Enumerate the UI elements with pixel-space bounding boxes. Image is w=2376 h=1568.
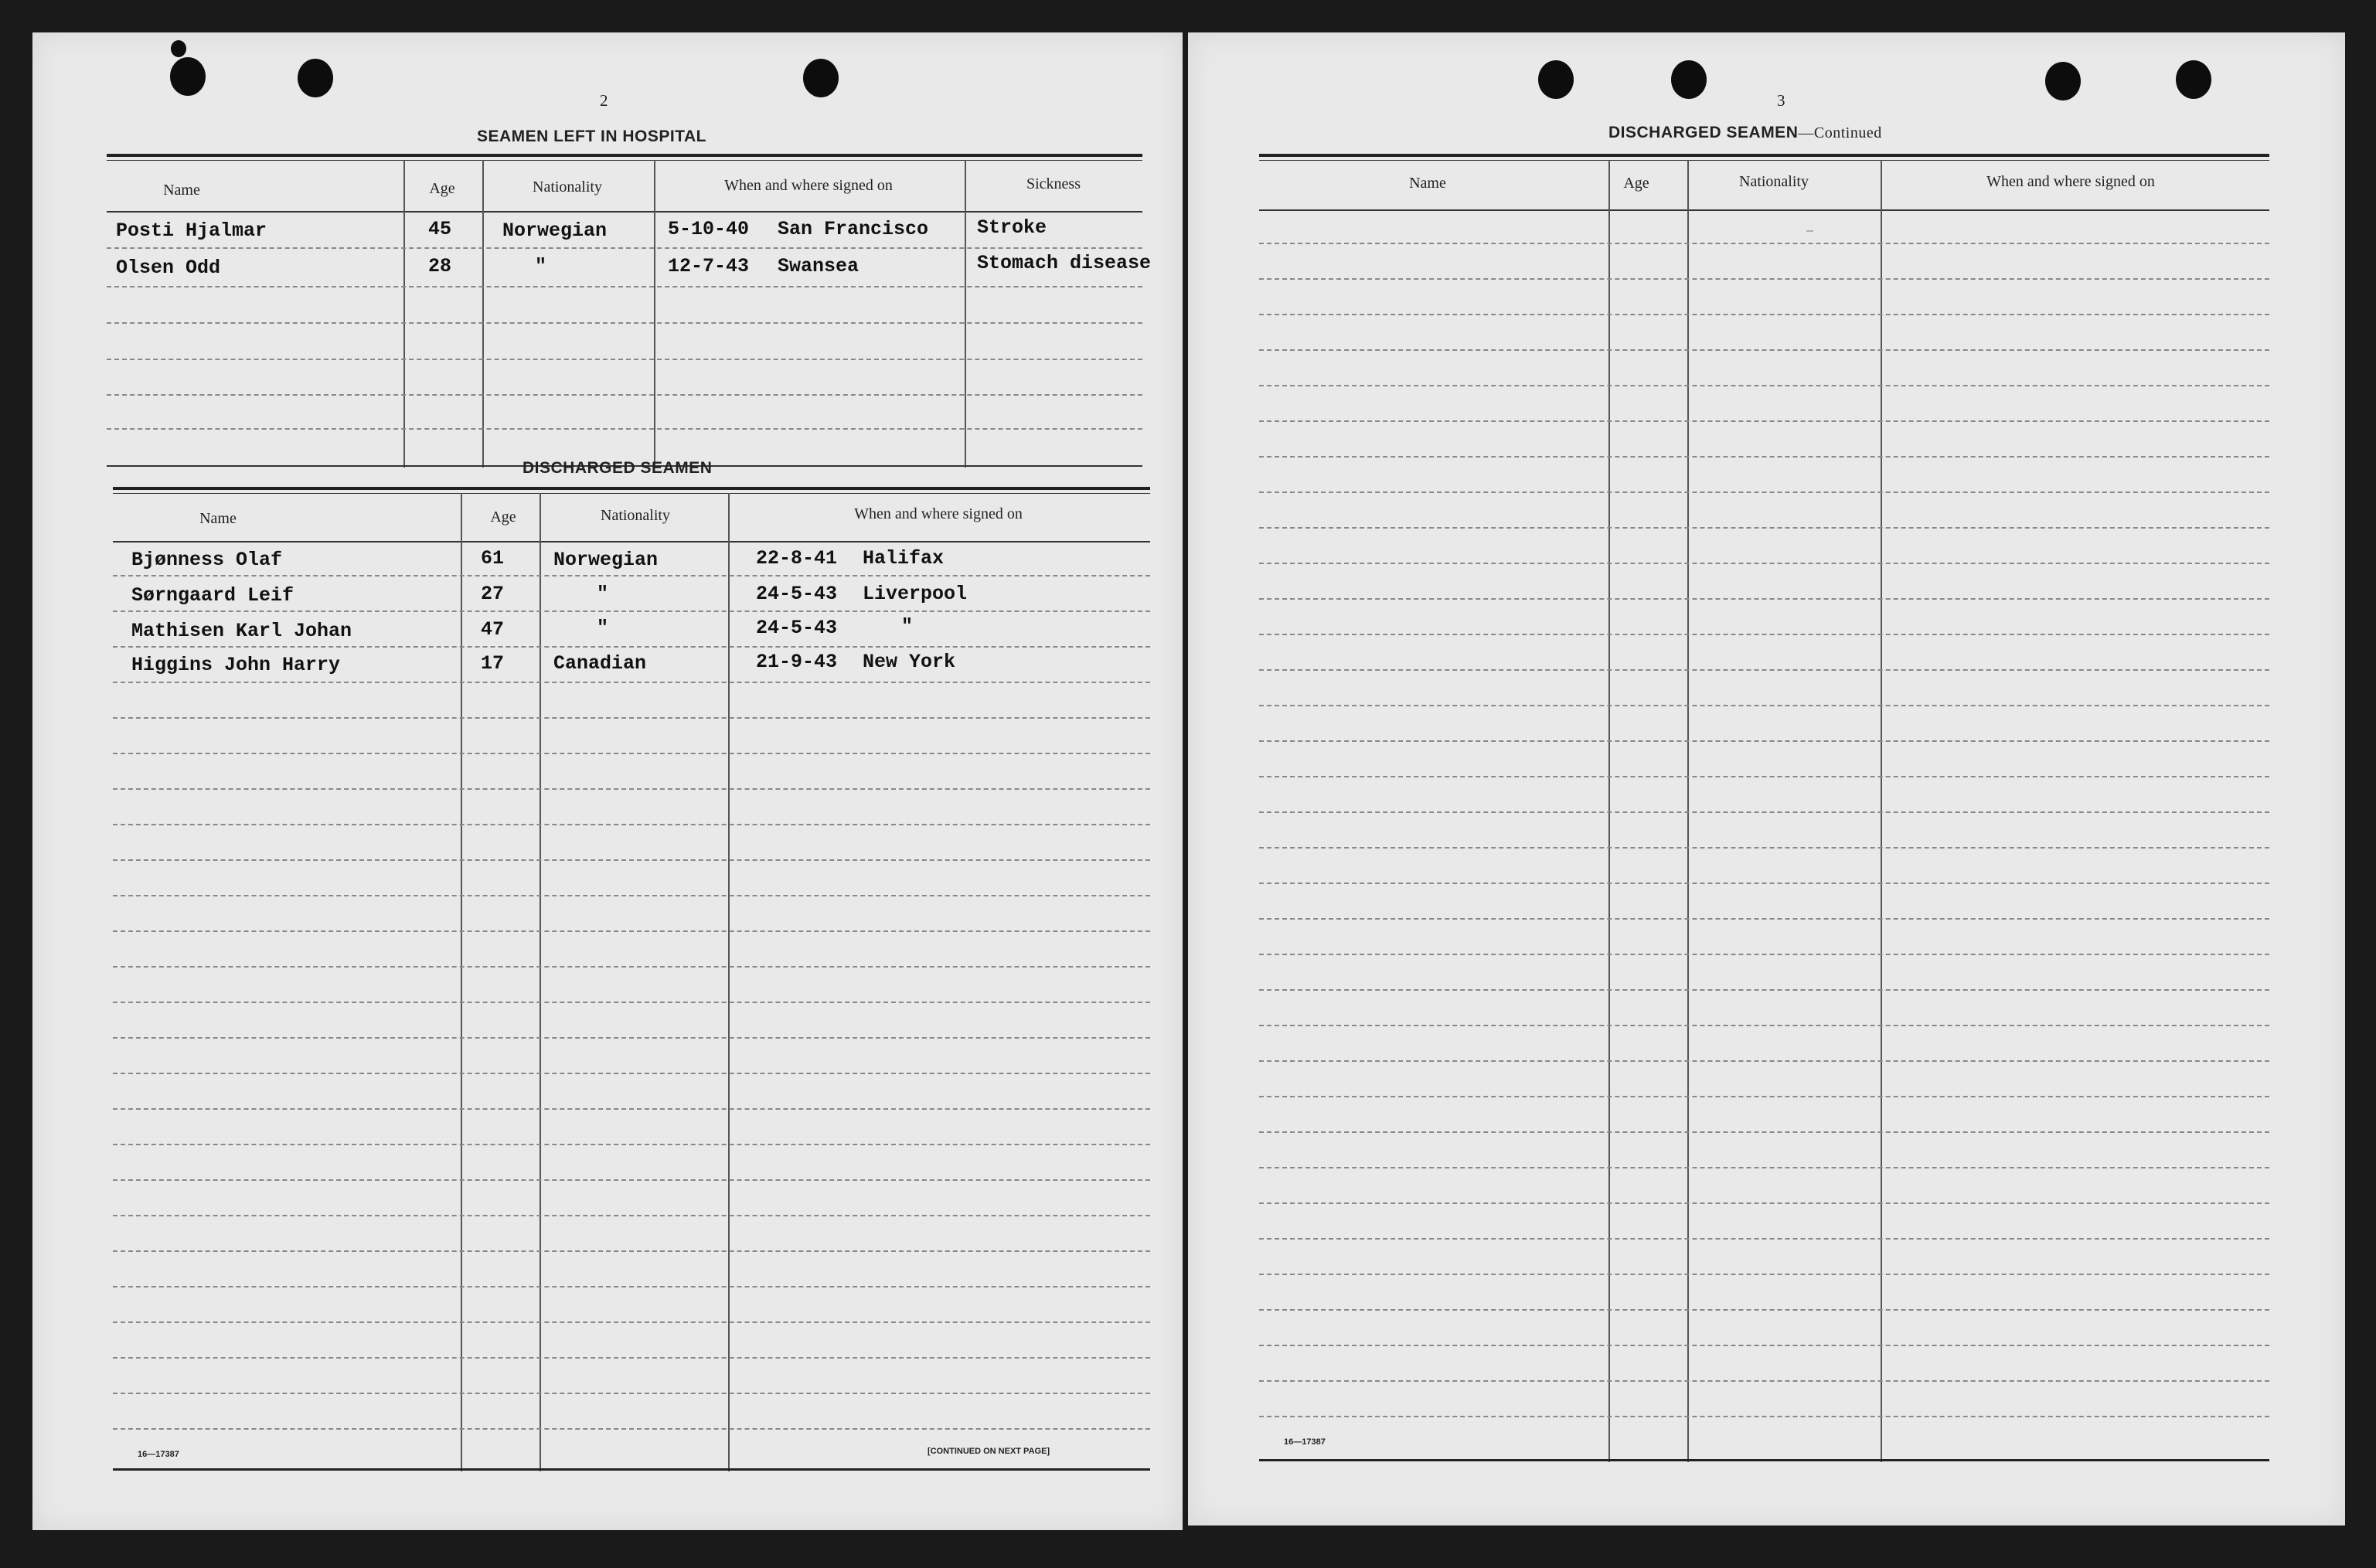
page-number: 2 [600, 91, 608, 110]
column-rule [654, 160, 655, 468]
row-rule [1259, 314, 2269, 315]
table-row-age: 45 [428, 218, 452, 240]
row-rule [113, 1393, 1150, 1394]
table-rule [1259, 154, 2269, 157]
header-when-where: When and where signed on [1986, 173, 2155, 190]
header-rule [1259, 209, 2269, 211]
column-rule [482, 160, 484, 468]
row-rule [107, 247, 1142, 249]
table-row-age: 61 [481, 547, 505, 570]
table-row-place: Liverpool [863, 583, 968, 605]
right-page: 3 DISCHARGED SEAMEN—Continued Name Age Nationality When and where signed on — 16—17387 [1188, 32, 2345, 1525]
header-when-where: When and where signed on [724, 177, 893, 194]
row-rule [113, 1428, 1150, 1430]
form-number: 16—17387 [1284, 1437, 1326, 1447]
table-row-nationality: " [597, 617, 609, 639]
row-rule [1259, 669, 2269, 671]
row-rule [107, 359, 1142, 360]
row-rule [113, 682, 1150, 683]
row-rule [1259, 1131, 2269, 1133]
punch-hole [170, 57, 206, 96]
punch-hole [171, 40, 186, 57]
table-rule [107, 160, 1142, 161]
row-rule [1259, 811, 2269, 813]
row-rule [1259, 1309, 2269, 1311]
table-row-place: San Francisco [778, 218, 929, 240]
row-rule [1259, 456, 2269, 457]
row-rule [1259, 918, 2269, 920]
table-row-name: Sørngaard Leif [131, 584, 294, 607]
row-rule [1259, 1060, 2269, 1062]
row-rule [1259, 740, 2269, 742]
row-rule [1259, 1167, 2269, 1168]
table-rule [113, 1468, 1150, 1471]
table-rule [1259, 160, 2269, 161]
row-rule [1259, 1202, 2269, 1204]
punch-hole [2045, 62, 2081, 100]
table-rule [113, 487, 1150, 490]
table-row-date: 24-5-43 [756, 583, 838, 605]
row-rule [1259, 491, 2269, 493]
row-rule [113, 1215, 1150, 1216]
punch-hole [803, 59, 839, 97]
row-rule [113, 717, 1150, 719]
table-rule [113, 493, 1150, 494]
row-rule [1259, 705, 2269, 706]
table-row-name: Olsen Odd [116, 257, 221, 279]
row-rule [1259, 598, 2269, 600]
table-row-nationality: " [597, 583, 609, 605]
row-rule [113, 895, 1150, 896]
table-row-date: 22-8-41 [756, 547, 838, 570]
form-number: 16—17387 [138, 1450, 179, 1459]
table-row-place: New York [863, 651, 956, 673]
table-row-nationality: Canadian [553, 652, 647, 675]
row-rule [113, 1108, 1150, 1110]
table-row-age: 47 [481, 618, 505, 641]
row-rule [113, 1286, 1150, 1287]
row-rule [113, 1179, 1150, 1181]
header-age: Age [429, 180, 455, 197]
row-rule [1259, 1238, 2269, 1240]
row-rule [1259, 278, 2269, 280]
punch-hole [298, 59, 333, 97]
row-rule [113, 1357, 1150, 1359]
header-name: Name [163, 182, 200, 199]
continued-note: [CONTINUED ON NEXT PAGE] [928, 1447, 1050, 1456]
table-row-name: Bjønness Olaf [131, 549, 283, 571]
table-rule [1259, 1459, 2269, 1461]
discharged-section-title: DISCHARGED SEAMEN [523, 459, 713, 477]
table-row-date: 12-7-43 [668, 255, 750, 277]
row-rule [113, 1321, 1150, 1323]
table-row-date: 21-9-43 [756, 651, 838, 673]
table-row-age: 17 [481, 652, 505, 675]
table-row-sickness: Stomach disease [977, 252, 1152, 274]
table-row-sickness: Stroke [977, 216, 1047, 239]
table-row-place: Halifax [863, 547, 945, 570]
row-rule [113, 788, 1150, 790]
row-rule [1259, 634, 2269, 635]
row-rule [1259, 1274, 2269, 1275]
header-nationality: Nationality [601, 507, 670, 524]
row-rule [113, 966, 1150, 968]
table-row-age: 27 [481, 583, 505, 605]
column-rule [461, 493, 462, 1471]
header-when-where: When and where signed on [854, 505, 1023, 522]
header-age: Age [490, 508, 516, 526]
header-nationality: Nationality [533, 179, 602, 196]
row-rule [1259, 1096, 2269, 1097]
title-main: DISCHARGED SEAMEN [1608, 124, 1799, 141]
row-rule [1259, 243, 2269, 244]
table-row-date: 24-5-43 [756, 617, 838, 639]
punch-hole [2176, 60, 2211, 99]
table-row-age: 28 [428, 255, 452, 277]
table-row-place: Swansea [778, 255, 860, 277]
header-rule [113, 541, 1150, 543]
row-rule [1259, 1345, 2269, 1346]
row-rule [1259, 883, 2269, 884]
table-row-nationality: Norwegian [502, 219, 608, 242]
table-row-nationality: " [535, 255, 547, 277]
header-sickness: Sickness [1026, 175, 1081, 192]
row-rule [113, 859, 1150, 861]
row-rule [1259, 847, 2269, 849]
table-row-nationality: Norwegian [553, 549, 659, 571]
punch-hole [1671, 60, 1707, 99]
table-row-name: Mathisen Karl Johan [131, 620, 352, 642]
row-rule [107, 322, 1142, 324]
column-rule [728, 493, 730, 1471]
header-name: Name [199, 510, 237, 527]
row-rule [1259, 420, 2269, 422]
row-rule [113, 646, 1150, 648]
row-rule [107, 394, 1142, 396]
row-rule [1259, 563, 2269, 564]
row-rule [113, 1250, 1150, 1252]
title-suffix: —Continued [1798, 124, 1882, 141]
column-rule [965, 160, 966, 468]
row-rule [1259, 527, 2269, 529]
punch-hole [1538, 60, 1574, 99]
header-nationality: Nationality [1739, 173, 1809, 190]
column-rule [540, 493, 541, 1471]
table-rule [107, 154, 1142, 157]
row-rule [107, 428, 1142, 430]
row-rule [113, 753, 1150, 754]
hospital-section-title: SEAMEN LEFT IN HOSPITAL [477, 128, 706, 145]
header-name: Name [1409, 175, 1446, 192]
row-rule [113, 1144, 1150, 1145]
page-title [1608, 124, 1882, 142]
row-rule [113, 1037, 1150, 1039]
row-rule [1259, 1025, 2269, 1026]
table-row-place: " [901, 615, 914, 638]
left-page [32, 32, 1183, 1530]
row-rule [113, 575, 1150, 577]
row-rule [113, 930, 1150, 932]
row-rule [107, 286, 1142, 287]
row-rule [113, 1073, 1150, 1074]
row-rule [113, 824, 1150, 825]
row-rule [113, 611, 1150, 612]
row-rule [1259, 385, 2269, 386]
row-rule [1259, 989, 2269, 991]
table-row-name: Higgins John Harry [131, 654, 341, 676]
table-row-date: 5-10-40 [668, 218, 750, 240]
row-rule [1259, 349, 2269, 351]
column-rule [403, 160, 405, 468]
header-age: Age [1623, 175, 1649, 192]
row-rule [1259, 954, 2269, 955]
header-rule [107, 211, 1142, 213]
page-number: 3 [1777, 91, 1785, 110]
row-rule [1259, 1380, 2269, 1382]
row-rule [1259, 1416, 2269, 1417]
row-rule [113, 1002, 1150, 1003]
table-row-name: Posti Hjalmar [116, 219, 267, 242]
row-rule [1259, 776, 2269, 777]
